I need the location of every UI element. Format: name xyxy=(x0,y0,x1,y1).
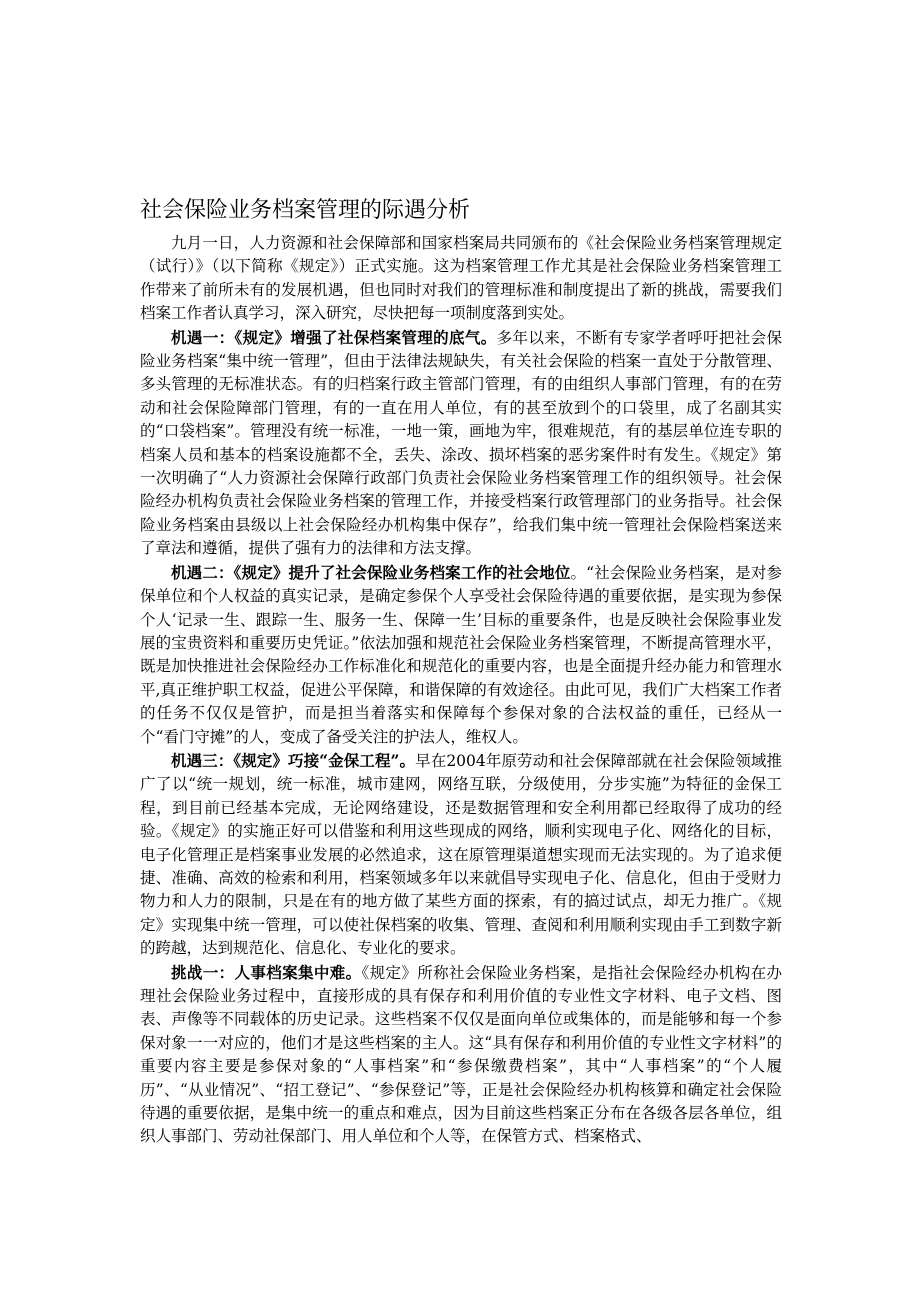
document-title: 社会保险业务档案管理的际遇分析 xyxy=(140,198,471,223)
section-opportunity-two xyxy=(140,561,782,749)
document-page xyxy=(140,196,782,1149)
section-body: 《规定》所称社会保险业务档案，是指社会保险经办机构在办理社会保险业务过程中，直接形成的具有保存和利用价值的专业性文字材料、电子文档、图表、声像等不同载体的历史记录。这些档案不仅仅是面向单位或集体的，而是能够和每一个参保对象一一对应的，他们才是这些档案的主人。这“具有保存和利用价值的专业性文字材料”的重要内容主要是参保对象的“人事档案”和“参保缴费档案”，其中“人事档案”的“个人履历”、“从业情况”、“招工登记”、“参保登记”等，正是社会保险经办机构核算和确定社会保险待遇的重要依据，是集中统一的重点和难点，因为目前这些档案正分布在各级各层各单位，组织人事部门、劳动社保部门、用人单位和个人等，在保管方式、档案格式、 xyxy=(140,963,782,1146)
section-body: 多年以来，不断有专家学者呼吁把社会保险业务档案“集中统一管理”，但由于法律法规缺失，有关社会保险的档案一直处于分散管理、多头管理的无标准状态。有的归档案行政主管部门管理，有的由组织人事部门管理，有的在劳动和社会保险障部门管理，有的一直在用人单位，有的甚至放到个的口袋里，成了名副其实的“口袋档案”。管理没有统一标准，一地一策，画地为牢，很难规范，有的基层单位连专职的档案人员和基本的档案设施都不全，丢失、涂改、损坏档案的恶劣案件时有发生。《规定》第一次明确了“人力资源社会保障行政部门负责社会保险业务档案管理工作的组织领导。社会保险经办机构负责社会保险业务档案的管理工作，并接受档案行政管理部门的业务指导。社会保险业务档案由县级以上社会保险经办机构集中保存”，给我们集中统一管理社会保险档案送来了章法和遵循，提供了强有力的法律和方法支撑。 xyxy=(140,328,782,558)
section-challenge-one xyxy=(140,961,782,1149)
section-opportunity-three xyxy=(140,749,782,961)
section-heading: 挑战一：人事档案集中难。 xyxy=(171,962,362,982)
section-opportunity-one xyxy=(140,326,782,561)
section-body: 早在2004年原劳动和社会保障部就在社会保险领域推广了以“统一规划，统一标准，城市建网，网络互联，分级使用，分步实施”为特征的金保工程，到目前已经基本完成，无论网络建设，还是数据管理和安全利用都已经取得了成功的经验。《规定》的实施正好可以借鉴和利用这些现成的网络，顺利实现电子化、网络化的目标，电子化管理正是档案事业发展的必然追求，这在原管理渠道想实现而无法实现的。为了追求便捷、准确、高效的检索和利用，档案领域多年以来就倡导实现电子化、信息化，但由于受财力物力和人力的限制，只是在有的地方做了某些方面的探索，有的搞过试点，却无力推广。《规定》实现集中统一管理，可以使社保档案的收集、管理、查阅和利用顺利实现由手工到数字新的跨越，达到规范化、信息化、专业化的要求。 xyxy=(140,751,782,958)
section-body: 。“社会保险业务档案，是对参保单位和个人权益的真实记录，是确定参保个人享受社会保险待遇的重要依据，是实现为参保个人‘记录一生、跟踪一生、服务一生、保障一生’目标的重要条件，也是反映社会保险事业发展的宝贵资料和重要历史凭证。”依法加强和规范社会保险业务档案管理，不断提高管理水平，既是加快推进社会保险经办工作标准化和规范化的重要内容，也是全面提升经办能力和管理水平,真正维护职工权益，促进公平保障，和谐保障的有效途径。由此可见，我们广大档案工作者的任务不仅仅是管护，而是担当着落实和保障每个参保对象的合法权益的重任，已经从一个“看门守摊”的人，变成了备受关注的护法人，维权人。 xyxy=(140,563,782,746)
section-heading: 机遇三：《规定》巧接“金保工程”。 xyxy=(171,750,416,770)
section-heading: 机遇二：《规定》提升了社会保险业务档案工作的社会地位 xyxy=(171,562,571,582)
section-heading: 机遇一：《规定》增强了社保档案管理的底气。 xyxy=(171,327,497,347)
intro-paragraph: 九月一日，人力资源和社会保障部和国家档案局共同颁布的《社会保险业务档案管理规定（试行）》（以下简称《规定》）正式实施。这为档案管理工作尤其是社会保险业务档案管理工作带来了前所未有的发展机遇，但也同时对我们的管理标准和制度提出了新的挑战，需要我们档案工作者认真学习，深入研究，尽快把每一项制度落到实处。 xyxy=(140,234,782,323)
